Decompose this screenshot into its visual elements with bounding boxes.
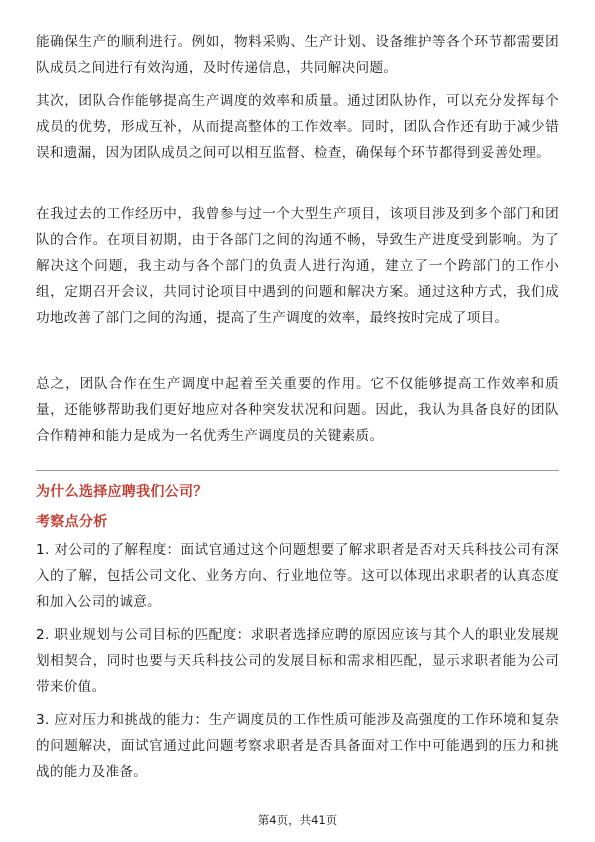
- body-paragraph: 总之，团队合作在生产调度中起着至关重要的作用。它不仅能够提高工作效率和质量，还能够帮助我们更好地应对各种突发状况和问题。因此，我认为具备良好的团队合作精神和能力是成为一名优秀生产调度员的关键素质。: [36, 376, 559, 444]
- section-heading: 考察点分析: [36, 514, 108, 530]
- section-divider: [36, 470, 559, 471]
- analysis-point: 3. 应对压力和挑战的能力：生产调度员的工作性质可能涉及高强度的工作环境和复杂的问题解决，面试官通过此问题考察求职者是否具备面对工作中可能遇到的压力和挑战的能力及准备。: [36, 712, 559, 780]
- body-paragraph: 在我过去的工作经历中，我曾参与过一个大型生产项目，该项目涉及到多个部门和团队的合作。在项目初期，由于各部门之间的沟通不畅，导致生产进度受到影响。为了解决这个问题，我主动与各个部门的负责人进行沟通，建立了一个跨部门的工作小组，定期召开会议，共同讨论项目中遇到的问题和解决方案。通过这种方式，我们成功地改善了部门之间的沟通，提高了生产调度的效率，最终按时完成了项目。: [36, 206, 559, 326]
- analysis-point: 2. 职业规划与公司目标的匹配度：求职者选择应聘的原因应该与其个人的职业发展规划相契合，同时也要与天兵科技公司的发展目标和需求相匹配，显示求职者能为公司带来价值。: [36, 627, 559, 695]
- body-paragraph: 其次，团队合作能够提高生产调度的效率和质量。通过团队协作，可以充分发挥每个成员的优势，形成互补，从而提高整体的工作效率。同时，团队合作还有助于减少错误和遗漏，因为团队成员之间可以相互监督、检查，确保每个环节都得到妥善处理。: [36, 93, 559, 161]
- body-paragraph: 能确保生产的顺利进行。例如，物料采购、生产计划、设备维护等各个环节都需要团队成员之间进行有效沟通，及时传递信息，共同解决问题。: [36, 34, 559, 76]
- analysis-point: 1. 对公司的了解程度：面试官通过这个问题想要了解求职者是否对天兵科技公司有深入的了解，包括公司文化、业务方向、行业地位等。这可以体现出求职者的认真态度和加入公司的诚意。: [36, 542, 559, 610]
- page-number: 第4页，共41页: [257, 813, 338, 827]
- interview-question-heading: 为什么选择应聘我们公司？: [36, 484, 208, 500]
